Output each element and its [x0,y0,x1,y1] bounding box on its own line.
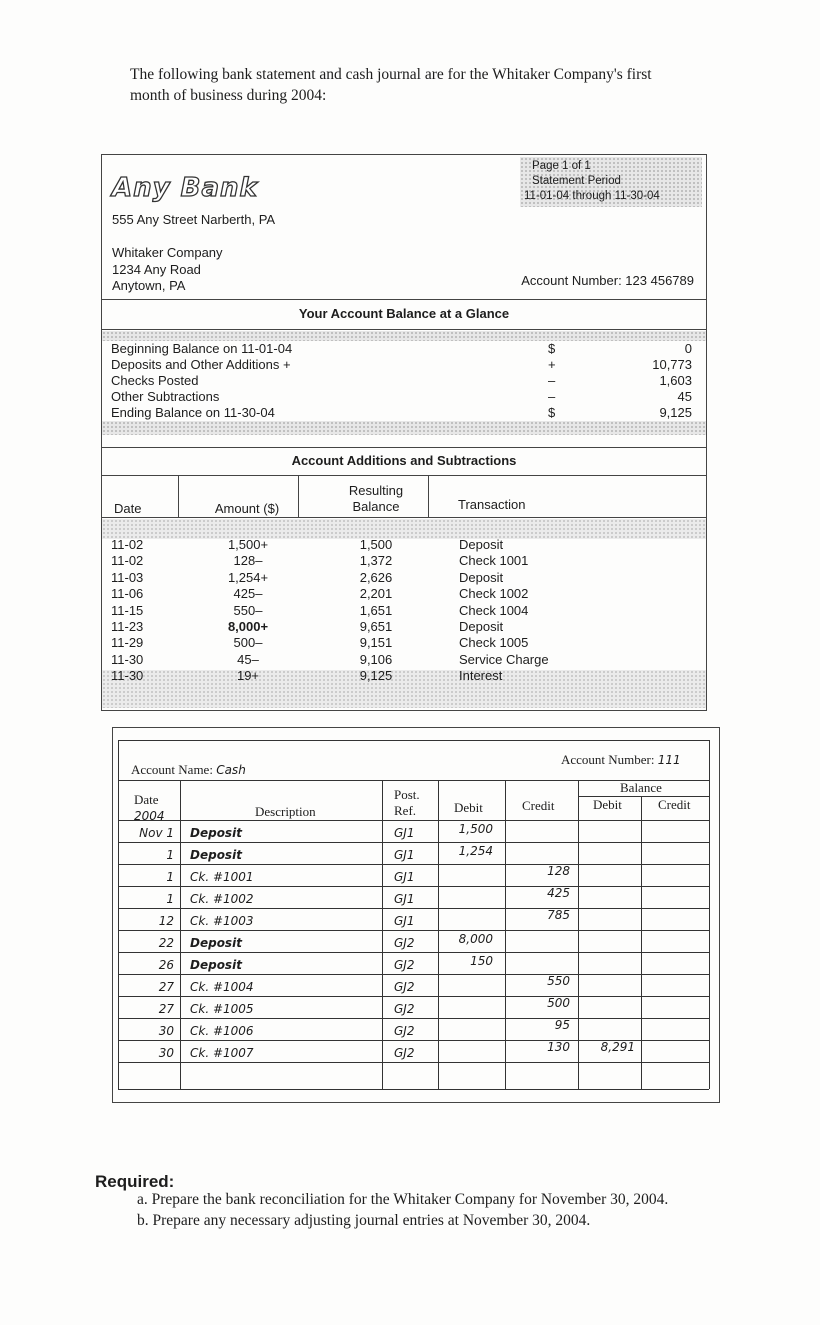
row-date: 30 [158,1046,174,1060]
row-description: Ck. #1001 [190,870,254,884]
row-date: 30 [158,1024,174,1038]
row-ref: GJ1 [394,848,415,862]
row-date: 27 [158,1002,174,1016]
row-date: 1 [166,848,174,862]
col-resulting-line2: Balance [352,499,400,514]
glance-sign: – [548,389,556,404]
header-credit: Credit [522,798,555,813]
header-date: Date 2004 [134,792,165,823]
transaction-row: 11-02 1,500+ 1,500 Deposit [111,537,504,552]
row-date: 22 [158,936,174,950]
col-amount: Amount ($) [214,501,280,516]
row-description: Deposit [190,936,242,950]
row-debit: 1,500 [458,822,493,836]
glance-label: Ending Balance on 11-30-04 [111,405,275,420]
row-credit: 425 [547,886,570,900]
row-debit: 1,254 [458,844,493,858]
row-ref: GJ1 [394,914,415,928]
row-date: 1 [166,870,174,884]
row-ref: GJ2 [394,980,415,994]
statement-period-box [520,157,702,207]
glance-amount: 9,125 [659,405,692,420]
row-credit: 500 [547,996,570,1010]
row-balance-debit: 8,291 [600,1040,635,1054]
row-description: Ck. #1002 [190,892,254,906]
balance-glance [102,341,706,421]
row-ref: GJ2 [394,936,415,950]
glance-amount: 10,773 [652,357,692,372]
glance-label: Other Subtractions [111,389,220,404]
bank-address: 555 Any Street Narberth, PA [112,212,276,227]
glance-label: Deposits and Other Additions + [111,357,291,372]
bank-logo: Any Bank [112,173,258,203]
transaction-row: 11-03 1,254+ 2,626 Deposit [111,569,504,585]
transaction-row: 11-15 550– 1,651 Check 1004 [111,602,529,618]
col-transaction: Transaction [458,497,526,512]
glance-sign: $ [548,341,556,356]
row-ref: GJ1 [394,826,415,840]
statement-period-range: 11-01-04 through 11-30-04 [524,190,660,202]
glance-amount: 0 [684,341,692,356]
statement-period-label: Statement Period [532,175,621,187]
row-ref: GJ1 [394,892,415,906]
account-number: Account Number: 123 456789 [521,273,694,288]
glance-row [102,357,706,373]
glance-row [102,341,706,357]
glance-amount: 1,603 [659,373,692,388]
row-description: Deposit [190,848,242,862]
glance-amount: 45 [677,389,692,404]
header-balance-credit: Credit [658,797,691,812]
row-date: 12 [158,914,174,928]
row-credit: 785 [547,908,570,922]
transaction-row: 11-02 128– 1,372 Check 1001 [111,553,529,569]
additions-title: Account Additions and Subtractions [291,453,517,468]
row-debit: 150 [470,954,493,968]
page-number: Page 1 of 1 [532,160,591,172]
col-date: Date [114,501,142,516]
header-debit: Debit [454,800,483,815]
intro-line-2: month of business during 2004: [130,87,327,104]
row-ref: GJ2 [394,1046,415,1060]
row-description: Ck. #1005 [190,1002,254,1016]
glance-label: Checks Posted [111,373,199,388]
row-credit: 128 [547,864,570,878]
row-credit: 130 [547,1040,570,1054]
row-ref: GJ1 [394,870,415,884]
transaction-row: 11-30 19+ 9,125 Interest [111,668,503,684]
row-description: Ck. #1003 [190,914,254,928]
row-description: Ck. #1007 [190,1046,254,1060]
row-debit: 8,000 [458,932,493,946]
glance-row [102,405,706,421]
col-resulting-line1: Resulting [348,483,404,498]
transaction-row: 11-06 425– 2,201 Check 1002 [111,586,529,602]
required-heading: Required: [95,1172,175,1191]
row-description: Deposit [190,826,242,840]
row-credit: 95 [554,1018,570,1032]
row-description: Deposit [190,958,242,972]
required-item-a: a. Prepare the bank reconciliation for the Whitaker Company for November 30, 2004. [137,1191,669,1208]
glance-sign: $ [548,405,556,420]
account-name: Account Name: Cash [131,762,246,777]
customer-name: Whitaker Company [112,245,223,260]
transaction-row: 11-29 500– 9,151 Check 1005 [111,635,529,651]
required-item-b: b. Prepare any necessary adjusting journal entries at November 30, 2004. [137,1212,591,1229]
row-ref: GJ2 [394,1002,415,1016]
glance-sign: + [548,357,556,372]
intro-line-1: The following bank statement and cash journal are for the Whitaker Company's first [130,66,652,83]
customer-address [112,245,223,295]
intro-paragraph [130,64,750,106]
bank-statement [101,154,707,711]
row-ref: GJ2 [394,958,415,972]
glance-sign: – [548,373,556,388]
row-description: Ck. #1006 [190,1024,254,1038]
glance-title: Your Account Balance at a Glance [298,306,510,321]
row-credit: 550 [547,974,570,988]
header-balance-debit: Debit [593,797,622,812]
row-description: Ck. #1004 [190,980,254,994]
transaction-row: 11-23 8,000+ 9,651 Deposit [111,619,504,634]
customer-street: 1234 Any Road [112,261,201,277]
row-date: 26 [158,958,174,972]
row-date: 1 [166,892,174,906]
header-balance: Balance [620,780,662,795]
customer-city: Anytown, PA [112,278,186,293]
header-description: Description [255,804,316,819]
glance-row [102,389,706,405]
glance-row [102,373,706,389]
row-ref: GJ2 [394,1024,415,1038]
journal-account-number: Account Number: 111 [561,752,681,767]
transaction-row: 11-30 45– 9,106 Service Charge [111,651,549,667]
transactions-list [102,537,706,687]
col-resulting-balance [326,483,426,515]
row-date: Nov 1 [139,826,174,840]
row-date: 27 [158,980,174,994]
header-post-ref: Post. Ref. [394,787,420,818]
required-list [137,1189,777,1231]
glance-label: Beginning Balance on 11-01-04 [111,341,293,356]
